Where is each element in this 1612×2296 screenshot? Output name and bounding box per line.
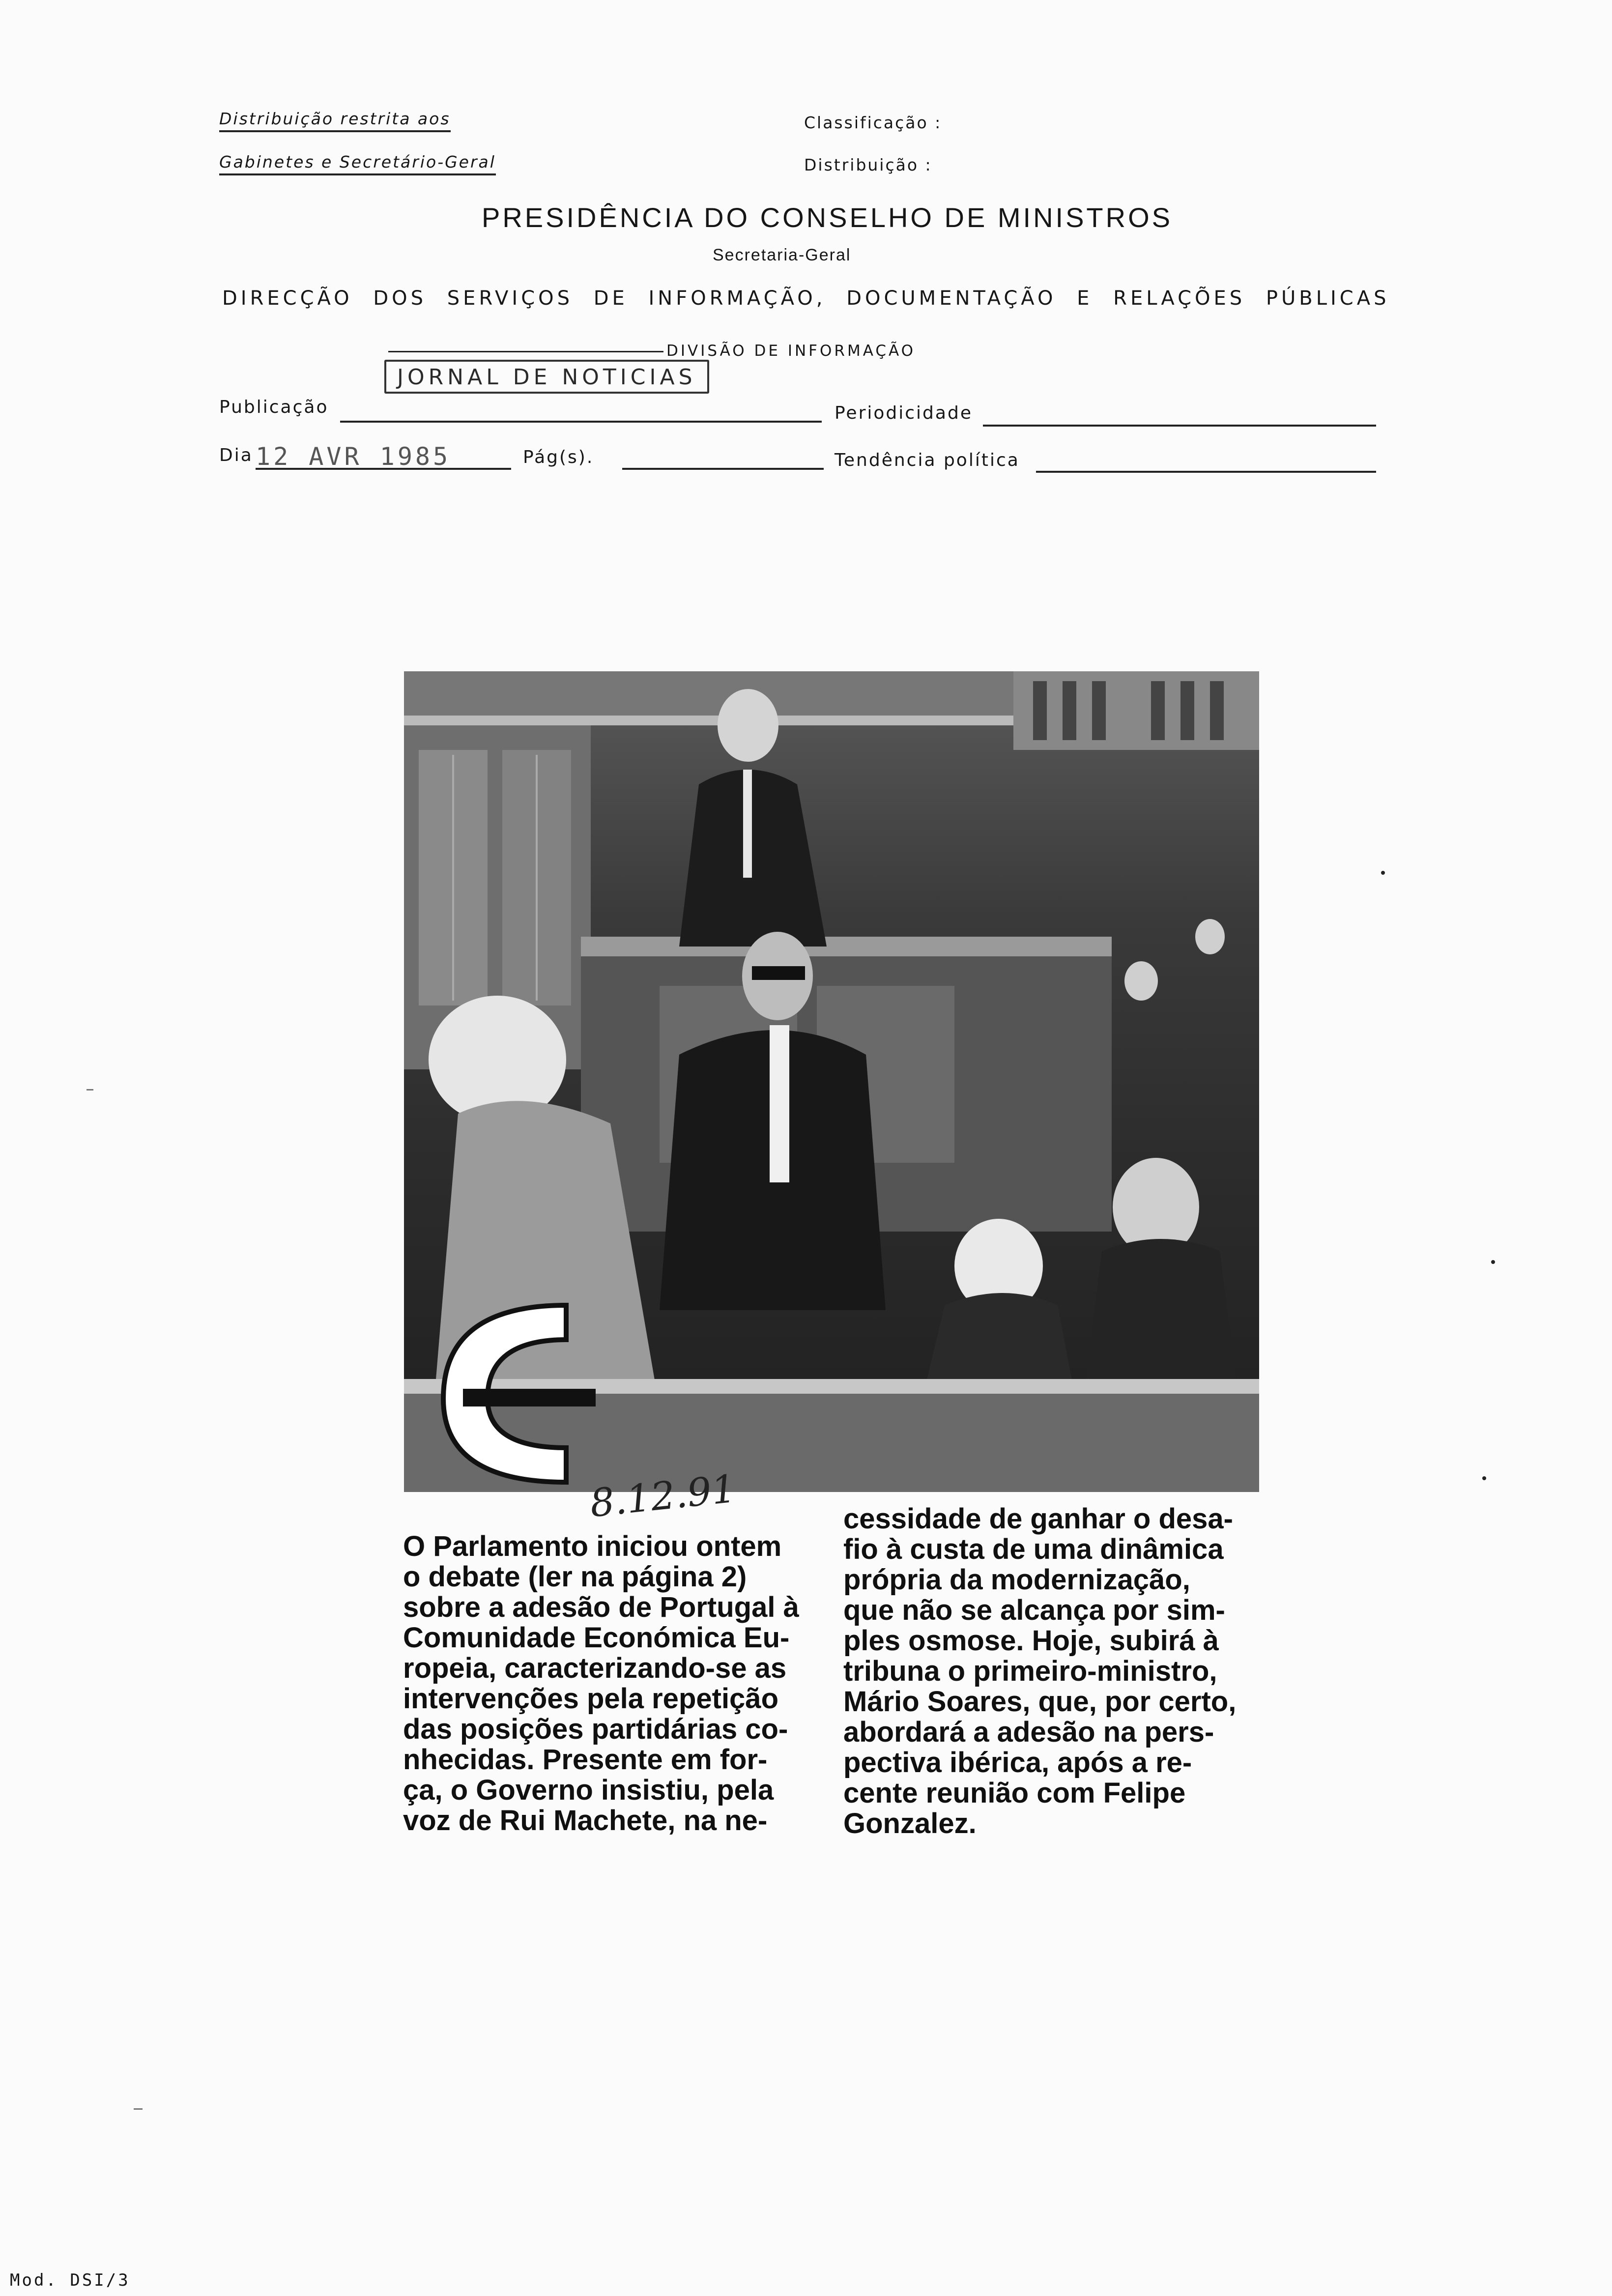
dia-label: Dia [219, 445, 253, 465]
distribuicao-label: Distribuição : [804, 155, 932, 174]
stamp-top-rule [388, 351, 663, 352]
publicacao-stamp: JORNAL DE NOTICIAS [384, 360, 709, 394]
publicacao-label: Publicação [219, 397, 329, 417]
scan-mark [86, 1089, 93, 1091]
parliament-photo [404, 671, 1259, 1492]
divisao-heading: DIVISÃO DE INFORMAÇÃO [666, 342, 916, 360]
dia-stamp: 12 AVR 1985 [256, 442, 451, 471]
classificacao-label: Classificação : [804, 113, 942, 132]
caption-column-left: O Parlamento iniciou ontem o debate (ler na página 2) sobre a adesão de Portugal à Comunidade Económica Eu- ropeia, caracterizando-se as intervenções pela repetição das posições partidárias co- nhecidas. Presente em for- ça, o Governo insistiu, pela voz de Rui Machete, na ne- [403, 1530, 799, 1837]
periodicidade-label: Periodicidade [835, 403, 973, 423]
tendencia-label: Tendência política [835, 450, 1020, 470]
pags-rule [622, 468, 824, 470]
dia-rule [256, 468, 511, 470]
distribution-line-2: Gabinetes e Secretário-Geral [219, 152, 496, 175]
periodicidade-rule [983, 425, 1376, 427]
publicacao-rule [340, 421, 822, 423]
handwritten-note: 8.12.91 [588, 1466, 738, 1526]
photo-illustration [404, 671, 1259, 1492]
scan-speck [1491, 1260, 1495, 1264]
tendencia-rule [1036, 471, 1376, 473]
scan-mark [134, 2108, 143, 2110]
secretaria-subtitle: Secretaria-Geral [713, 246, 851, 264]
distribution-line-1: Distribuição restrita aos [219, 109, 451, 132]
pags-label: Pág(s). [523, 447, 594, 467]
scan-speck [1482, 1476, 1486, 1480]
direccao-heading: DIRECÇÃO DOS SERVIÇOS DE INFORMAÇÃO, DOCUMENTAÇÃO E RELAÇÕES PÚBLICAS [222, 287, 1390, 310]
caption-column-right: cessidade de ganhar o desa- fio à custa de uma dinâmica própria da modernização, que não se alcança por sim- ples osmose. Hoje, subirá à tribuna o primeiro-ministro, Mário Soares, que, por certo, abordará a adesão na pers- pectiva ibérica, após a re- cente reunião com Felipe Gonzalez. [843, 1503, 1237, 1839]
scan-speck [1381, 871, 1385, 875]
form-code: Mod. DSI/3 [10, 2270, 130, 2290]
page-title: PRESIDÊNCIA DO CONSELHO DE MINISTROS [482, 202, 1173, 233]
